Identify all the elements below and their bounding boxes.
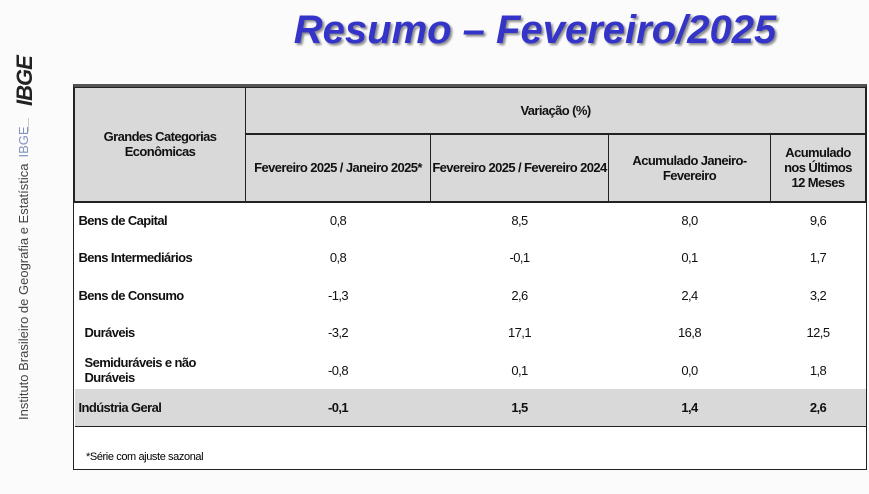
footnote: *Série com ajuste sazonal: [86, 451, 204, 463]
cell-value: 9,6: [809, 213, 827, 229]
row-label: Semiduráveis e não Duráveis: [84, 355, 196, 386]
column-header: Acumulado nos Últimos 12 Meses: [771, 134, 866, 202]
cell-value: 1,4: [609, 389, 771, 427]
cell-value: 8,0: [681, 213, 698, 229]
institute-name: [16, 126, 31, 420]
table-row: [75, 202, 866, 240]
row-label: Bens de Capital: [78, 213, 168, 229]
page-title: Resumo – Fevereiro/2025: [293, 8, 777, 52]
cell-value: 12,5: [806, 325, 830, 341]
cell-value: 2,6: [771, 389, 866, 427]
category-header: Grandes Categorias Econômicas: [75, 88, 246, 202]
table-row: [75, 352, 866, 390]
cell-value: 2,6: [511, 287, 528, 303]
sidebar: [0, 0, 60, 494]
table-row: [75, 239, 866, 277]
table-row: [75, 314, 866, 352]
cell-value: 16,8: [678, 325, 701, 341]
cell-value: 17,1: [508, 325, 531, 341]
cell-value: -0,8: [327, 362, 348, 378]
table-row: [75, 389, 866, 427]
column-header: Fevereiro 2025 / Janeiro 2025*: [246, 134, 431, 202]
cell-value: 3,2: [809, 287, 827, 303]
variation-header: Variação (%): [246, 88, 866, 134]
cell-value: 1,7: [809, 250, 827, 266]
table-row: [75, 277, 866, 315]
cell-value: 0,0: [681, 362, 698, 378]
row-label: Bens Intermediários: [78, 250, 193, 266]
row-label: Indústria Geral: [75, 389, 246, 427]
cell-value: -3,2: [327, 325, 348, 341]
cell-value: -0,1: [246, 389, 431, 427]
cell-value: 2,4: [681, 287, 698, 303]
ibge-logo: IBGE: [12, 56, 37, 106]
cell-value: 1,5: [431, 389, 609, 427]
row-label: Bens de Consumo: [78, 287, 184, 303]
cell-value: -1,3: [327, 287, 348, 303]
cell-value: 0,1: [681, 250, 698, 266]
cell-value: 0,1: [511, 362, 528, 378]
row-label: Duráveis: [84, 325, 135, 341]
institute-acronym: IBGE: [16, 126, 31, 158]
cell-value: 8,5: [511, 213, 528, 229]
cell-value: -0,1: [509, 250, 530, 266]
column-header: Acumulado Janeiro-Fevereiro: [609, 134, 771, 202]
cell-value: 1,8: [809, 362, 827, 378]
cell-value: 0,8: [329, 213, 347, 229]
institute-label: Instituto Brasileiro de Geografia e Estatística: [16, 163, 31, 420]
summary-table: [73, 84, 867, 470]
column-header: Fevereiro 2025 / Fevereiro 2024: [431, 134, 609, 202]
cell-value: 0,8: [329, 250, 347, 266]
